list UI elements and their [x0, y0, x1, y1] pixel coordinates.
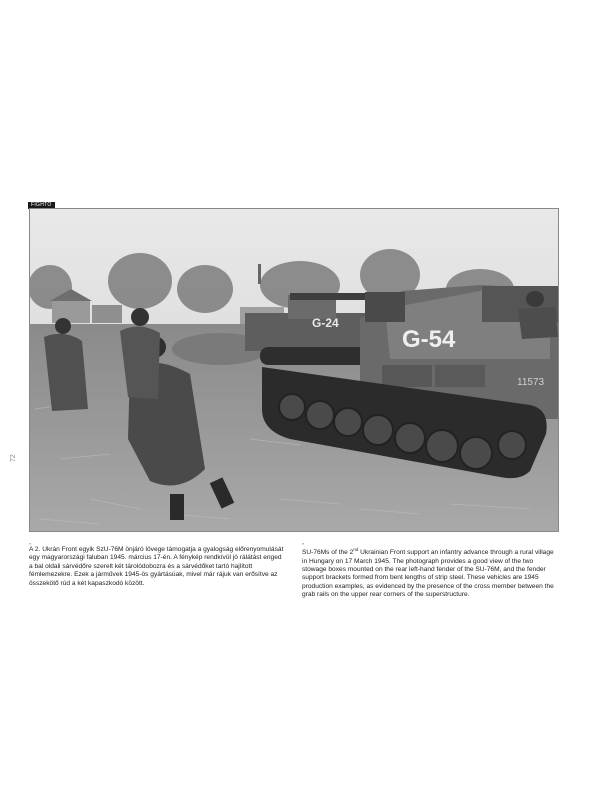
section-tag: FIGHTO	[28, 202, 55, 209]
caption-english	[302, 541, 559, 600]
photograph	[29, 208, 559, 532]
caption-marker: »	[29, 541, 32, 546]
caption-hungarian	[29, 541, 287, 588]
caption-marker: »	[302, 541, 305, 546]
side-number: 11573	[517, 377, 545, 388]
ordinal-superscript: nd	[353, 547, 359, 552]
caption-hungarian-text: A 2. Ukrán Front egyik SzU-76M önjáró lövege támogatja a gyalogság előrenyomulását egy magyarországi faluban 1945. március 17-én. A fénykép rendkívül jó rálátást enged a bal oldali sárvédőre szerelt két tárolódobozra és a sárvédőket tartó hajlított fémlemezekre. Ezek a járművek 1945-ös gyártásúak, mivel már rájuk van erősítve az összekötő rúd a két kapaszkodó között.	[29, 546, 284, 587]
rear-hull-marking: G-24	[312, 316, 339, 330]
caption-english-text-end: Ukrainian Front support an infantry advance through a rural village in Hungary on 17 March 1945. The photograph provides a good view of the two stowage boxes mounted on the rear left-hand fender of the SU-76M, and the fender support brackets formed from bent lengths of strip steel. These vehicles are 1945 production examples, as evidenced by the presence of the cross member between the grab rails on the upper rear corners of the superstructure.	[302, 549, 554, 599]
page-number: 72	[10, 454, 17, 462]
caption-english-text-start: SU-76Ms of the 2	[302, 549, 354, 557]
front-hull-marking: G-54	[402, 326, 456, 353]
